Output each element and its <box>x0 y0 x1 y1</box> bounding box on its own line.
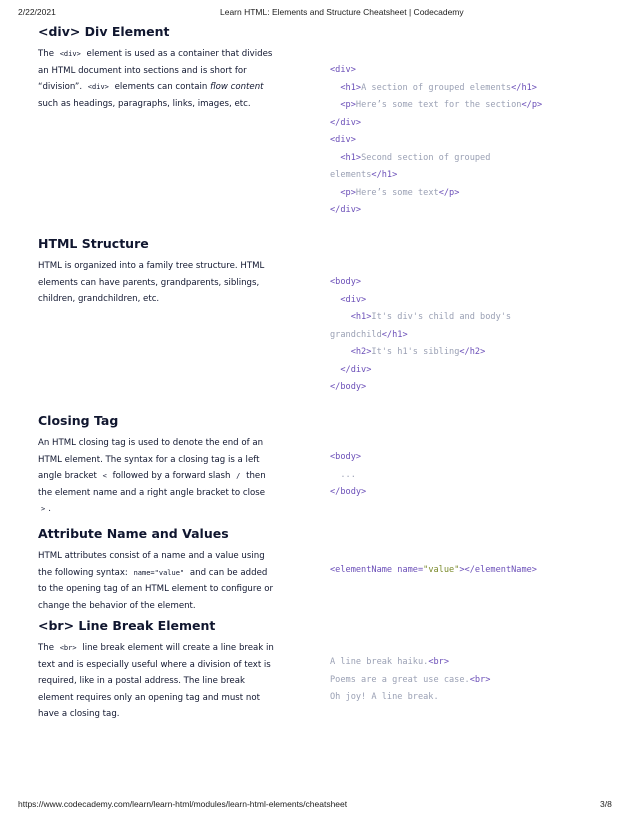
code-tag: </h1> <box>381 329 408 340</box>
desc-text: elements can contain <box>114 82 208 92</box>
code-tag: <body> <box>330 277 362 287</box>
desc-text: followed by a forward slash <box>112 471 231 481</box>
code-attr-value: "value" <box>423 565 460 575</box>
code-text: Second section of grouped <box>361 152 491 163</box>
code-text: Here’s some text for the section <box>355 100 522 110</box>
code-tag: </div> <box>330 117 362 128</box>
section-div-element <box>38 24 598 215</box>
inline-code: / <box>236 472 241 480</box>
inline-code: < <box>102 472 107 480</box>
code-example <box>330 654 600 707</box>
section-title: Attribute Name and Values <box>38 526 229 541</box>
code-tag: </h1> <box>511 82 537 93</box>
code-tag: </div> <box>340 364 372 375</box>
code-example <box>330 62 600 220</box>
desc-text: line break element will create a line break in text and is especially useful where a division of text is required, like in a postal address. The line break element requires only an opening tag and must not have a closing tag. <box>38 643 274 719</box>
code-tag: <elementName <box>330 565 393 575</box>
code-tag: <h1> <box>340 152 362 163</box>
section-title: HTML Structure <box>38 236 149 251</box>
inline-code: > <box>41 505 46 513</box>
code-tag: <h2> <box>350 347 372 357</box>
code-text: grandchild <box>330 329 382 340</box>
code-tag: <div> <box>340 294 367 305</box>
code-tag: </div> <box>330 205 362 215</box>
section-title: Closing Tag <box>38 413 119 428</box>
code-tag: </body> <box>330 487 367 497</box>
code-text: It's h1's sibling <box>371 347 460 357</box>
code-text: ... <box>340 469 356 480</box>
code-tag: <body> <box>330 452 362 462</box>
code-tag: ></elementName> <box>459 565 537 575</box>
code-tag: </p> <box>521 100 543 110</box>
section-title: <div> Div Element <box>38 24 170 39</box>
code-example <box>330 274 600 397</box>
code-tag: <h1> <box>340 82 362 93</box>
code-text: Oh joy! A line break. <box>330 692 439 702</box>
code-text: It's div's child and body's <box>371 312 512 322</box>
code-tag: </p> <box>438 187 460 198</box>
code-tag: </h1> <box>371 170 398 180</box>
code-tag: <div> <box>330 65 356 75</box>
desc-emphasis: flow content <box>210 82 264 92</box>
desc-text: . <box>48 504 51 514</box>
desc-text: and can be added to the opening tag of an HTML element to configure or change the behavior of the element. <box>38 567 274 611</box>
code-tag: <br> <box>428 657 450 667</box>
code-tag: <h1> <box>350 312 372 322</box>
section-description <box>38 46 278 112</box>
print-date: 2/22/2021 <box>18 7 56 17</box>
desc-text: The <box>38 643 54 653</box>
code-tag: <p> <box>340 187 356 198</box>
section-description <box>38 548 278 614</box>
code-example <box>330 562 600 580</box>
section-attribute-name-values <box>38 526 598 611</box>
section-closing-tag <box>38 413 598 514</box>
code-tag: <p> <box>340 100 356 110</box>
code-text: A section of grouped elements <box>361 82 512 93</box>
section-html-structure <box>38 236 598 392</box>
desc-text: then the element name and a right angle bracket to close <box>38 471 266 498</box>
code-tag: <br> <box>469 674 491 685</box>
inline-code: <br> <box>59 644 77 652</box>
print-title: Learn HTML: Elements and Structure Cheatsheet | Codecademy <box>220 7 464 17</box>
desc-text: An HTML closing tag is used to denote the end of an HTML element. The syntax for a closing tag is a left angle bracket <box>38 438 264 481</box>
desc-text: element is used as a container that divides an HTML document into sections and is short for “division”. <box>38 49 273 92</box>
code-text: Here’s some text <box>355 187 439 198</box>
code-attr-name: name= <box>397 565 424 575</box>
code-example <box>330 449 600 502</box>
inline-code: <div> <box>87 83 109 91</box>
section-description: HTML is organized into a family tree structure. HTML elements can have parents, grandparents, siblings, children, grandchildren, etc. <box>38 261 265 304</box>
inline-code: name="value" <box>133 568 185 577</box>
code-text: A line break haiku. <box>330 657 429 667</box>
section-description <box>38 640 278 723</box>
section-description <box>38 435 278 518</box>
desc-text: such as headings, paragraphs, links, images, etc. <box>38 98 251 109</box>
code-text: Poems are a great use case. <box>330 674 470 685</box>
desc-text: The <box>38 49 54 59</box>
print-url: https://www.codecademy.com/learn/learn-html/modules/learn-html-elements/cheatsheet <box>18 799 348 809</box>
print-page-number: 3/8 <box>600 799 612 809</box>
code-tag: <div> <box>330 135 356 145</box>
code-tag: </h2> <box>459 347 486 357</box>
section-br-line-break <box>38 618 598 719</box>
code-tag: </body> <box>330 382 367 392</box>
code-text: elements <box>330 170 372 180</box>
section-title: <br> Line Break Element <box>38 618 216 633</box>
inline-code: <div> <box>59 50 81 58</box>
desc-text: HTML attributes consist of a name and a value using the following syntax: <box>38 551 265 578</box>
